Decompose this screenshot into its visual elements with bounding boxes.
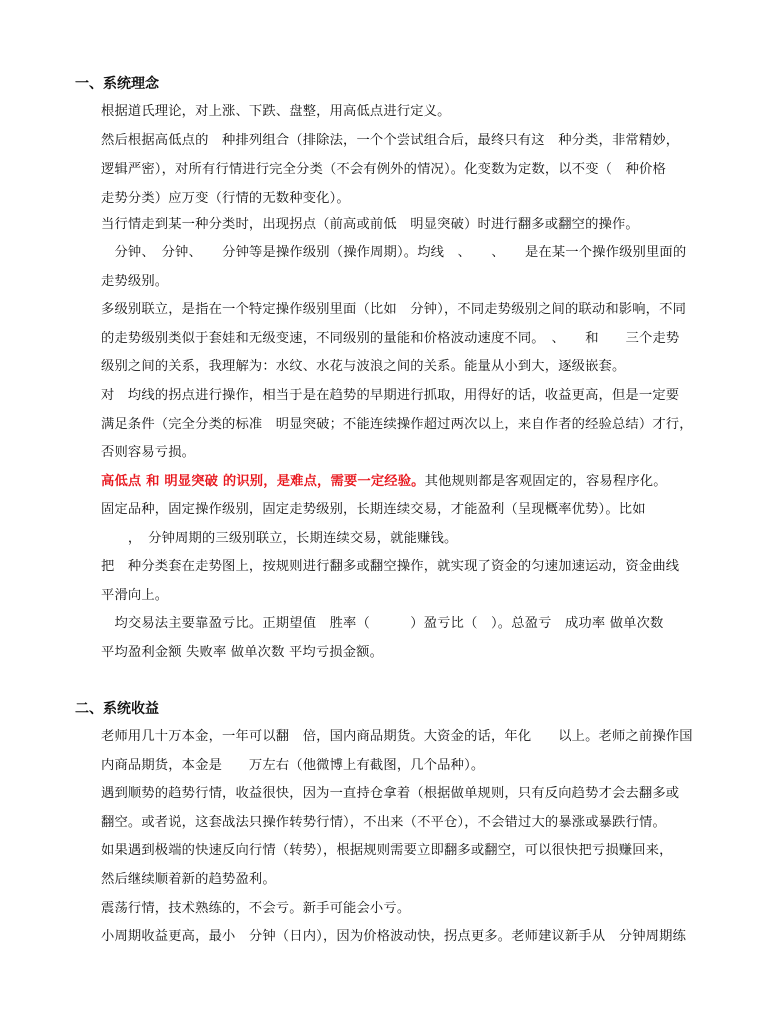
paragraph-line: 级别之间的关系，我理解为：水纹、水花与波浪之间的关系。能量从小到大，逐级嵌套。: [101, 359, 626, 374]
paragraph-line: 根据道氏理论，对上涨、下跌、盘整，用高低点进行定义。: [101, 104, 451, 119]
paragraph-line: 走势级别。: [101, 274, 169, 289]
emphasis-red-text: 高低点 和 明显突破 的识别，是难点，需要一定经验。: [101, 474, 425, 489]
paragraph-line: 分钟、 分钟、 分钟等是操作级别（操作周期）。均线 、 、 是在某一个操作级别里面的: [101, 245, 687, 260]
paragraph-line: 然后继续顺着新的趋势盈利。: [101, 872, 276, 887]
section-2-heading: 二、系统收益: [75, 701, 159, 717]
emphasis-rest-text: 其他规则都是客观固定的，容易程序化。: [424, 474, 667, 489]
section-1-heading: 一、系统理念: [75, 76, 159, 92]
paragraph-line: 遇到顺势的趋势行情，收益很快，因为一直持仓拿着（根据做单规则，只有反向趋势才会去翻多或: [101, 786, 680, 801]
paragraph-line: 内商品期货，本金是 万左右（他微博上有截图，几个品种）。: [101, 758, 485, 773]
paragraph-line: 逻辑严密），对所有行情进行完全分类（不会有例外的情况）。化变数为定数，以不变（ 种价格: [101, 162, 666, 177]
paragraph-line: 均交易法主要靠盈亏比。正期望值 胜率（ ）盈亏比（ ）。总盈亏 成功率 做单次数: [101, 616, 664, 631]
paragraph-line: 如果遇到极端的快速反向行情（转势），根据规则需要立即翻多或翻空，可以很快把亏损赚回来，: [101, 843, 673, 858]
paragraph-line: 平均盈利金额 失败率 做单次数 平均亏损金额。: [101, 645, 384, 660]
paragraph-line: 老师用几十万本金，一年可以翻 倍，国内商品期货。大资金的话，年化 以上。老师之前操作国: [101, 729, 693, 744]
paragraph-line: 的走势级别类似于套娃和无级变速，不同级别的量能和价格波动速度不同。 、 和 三个走势: [101, 331, 680, 346]
paragraph-line: 否则容易亏损。: [101, 445, 196, 460]
paragraph-line: 翻空。或者说，这套战法只操作转势行情），不出来（不平仓），不会错过大的暴涨或暴跌行情。: [101, 815, 666, 830]
paragraph-line: 把 种分类套在走势图上，按规则进行翻多或翻空操作，就实现了资金的匀速加速运动，资金曲线: [101, 559, 680, 574]
paragraph-line: 固定品种，固定操作级别，固定走势级别，长期连续交易，才能盈利（呈现概率优势）。比如: [101, 502, 646, 517]
paragraph-line: ， 分钟周期的三级别联立，长期连续交易，就能赚钱。: [101, 531, 458, 546]
paragraph-line: 然后根据高低点的 种排列组合（排除法，一个个尝试组合后，最终只有这 种分类，非常精妙，: [101, 133, 680, 148]
paragraph-line: 当行情走到某一种分类时，出现拐点（前高或前低 明显突破）时进行翻多或翻空的操作。: [101, 217, 639, 232]
paragraph-line: 小周期收益更高，最小 分钟（日内），因为价格波动快，拐点更多。老师建议新手从 分钟周期练: [101, 929, 687, 944]
paragraph-line: 震荡行情，技术熟练的，不会亏。新手可能会小亏。: [101, 901, 411, 916]
paragraph-line: 走势分类）应万变（行情的无数种变化）。: [101, 191, 350, 206]
paragraph-line: 对 均线的拐点进行操作，相当于是在趋势的早期进行抓取，用得好的话，收益更高，但是一定要: [101, 388, 680, 403]
paragraph-line: 多级别联立，是指在一个特定操作级别里面（比如 分钟），不同走势级别之间的联动和影响，不同: [101, 302, 687, 317]
paragraph-line: 平滑向上。: [101, 588, 169, 603]
emphasis-line: [101, 472, 667, 492]
paragraph-line: 满足条件（完全分类的标准 明显突破；不能连续操作超过两次以上，来自作者的经验总结）才行，: [101, 417, 693, 432]
